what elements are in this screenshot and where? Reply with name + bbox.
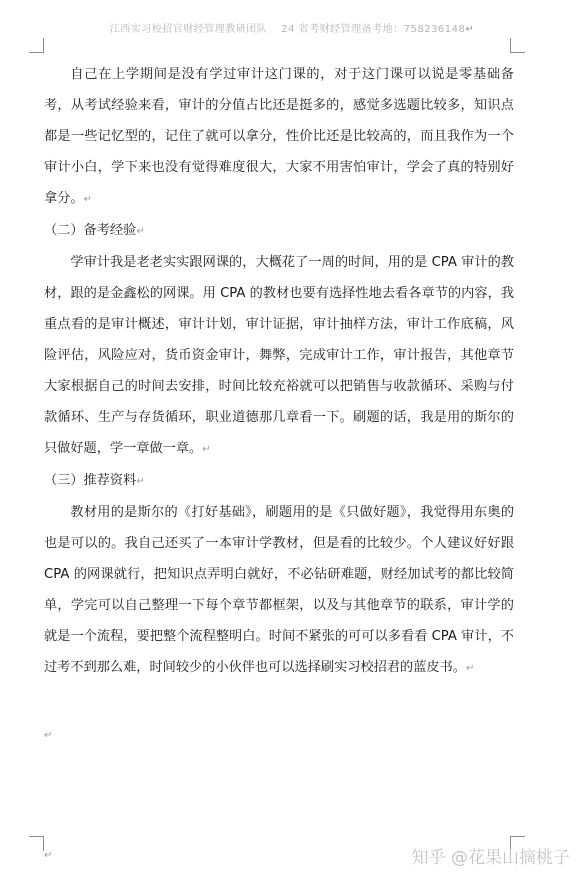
paragraph-mark: ↵	[202, 444, 211, 455]
crop-mark-top-left	[29, 38, 44, 53]
zhihu-watermark: 知乎 @花果山摘桃子	[411, 848, 570, 868]
header-left-text: 江西实习校招官财经管理教研团队	[109, 24, 268, 35]
paragraph-mark: ↵	[466, 663, 475, 674]
body-paragraph-3: 教材用的是斯尔的《打好基础》，刷题用的是《只做好题》，我觉得用东奥的也是可以的。我自己还买了一本审计学教材，但是看的比较少。个人建议好好跟 CPA 的网课就行，把知识点弄明白就好，不必钻研难题，财经加试考的都比较简单，学完可以自己整理一下每个章节都框架，以及与其他章节的联系，审计学的就是一个流程，要把整个流程整明白。时间不紧张的可可以多看看 CPA 审计，不过考不到那么难，时间较少的小伙伴也可以选择刷实习校招君的蓝皮书。↵	[44, 505, 514, 675]
empty-paragraph-mark: ↵	[44, 730, 53, 741]
empty-paragraph-mark-bottom: ↵	[44, 850, 53, 861]
body-paragraph-1: 自己在上学期间是没有学过审计这门课的，对于这门课可以说是零基础备考，从考试经验来看，审计的分值占比还是挺多的，感觉多选题比较多，知识点都是一些记忆型的，记住了就可以拿分，性价比还是比较高的，而且我作为一个审计小白，学下来也没有觉得难度很大，大家不用害怕审计，学会了真的特别好拿分。↵	[44, 67, 514, 206]
section-heading-recommended-materials: （三）推荐资料↵	[44, 473, 145, 488]
body-paragraph-2: 学审计我是老老实实跟网课的，大概花了一周的时间，用的是 CPA 审计的教材，跟的是金鑫松的网课。用 CPA 的教材也要有选择性地去看各章节的内容，我重点看的是审计概述，审计计划，审计证据，审计抽样方法，审计工作底稿，风险评估，风险应对，货币资金审计，舞弊，完成审计工作，审计报告，其他章节大家根据自己的时间去安排，时间比较充裕就可以把销售与收款循环、采购与付款循环、生产与存货循环，职业道德那几章看一下。刷题的话，我是用的斯尔的只做好题，学一章做一章。↵	[44, 255, 514, 456]
paragraph-mark: ↵	[136, 476, 145, 487]
crop-mark-bottom-left	[29, 836, 44, 851]
document-body	[44, 59, 514, 684]
section-heading-prep-experience: （二）备考经验↵	[44, 223, 145, 238]
paragraph-mark: ↵	[83, 194, 92, 205]
paragraph-mark: ↵	[465, 24, 475, 35]
page-header	[0, 20, 584, 35]
header-right-text: 24 省考财经管理备考地：758236148	[281, 24, 466, 35]
paragraph-mark: ↵	[136, 226, 145, 237]
crop-mark-top-right	[510, 38, 525, 53]
